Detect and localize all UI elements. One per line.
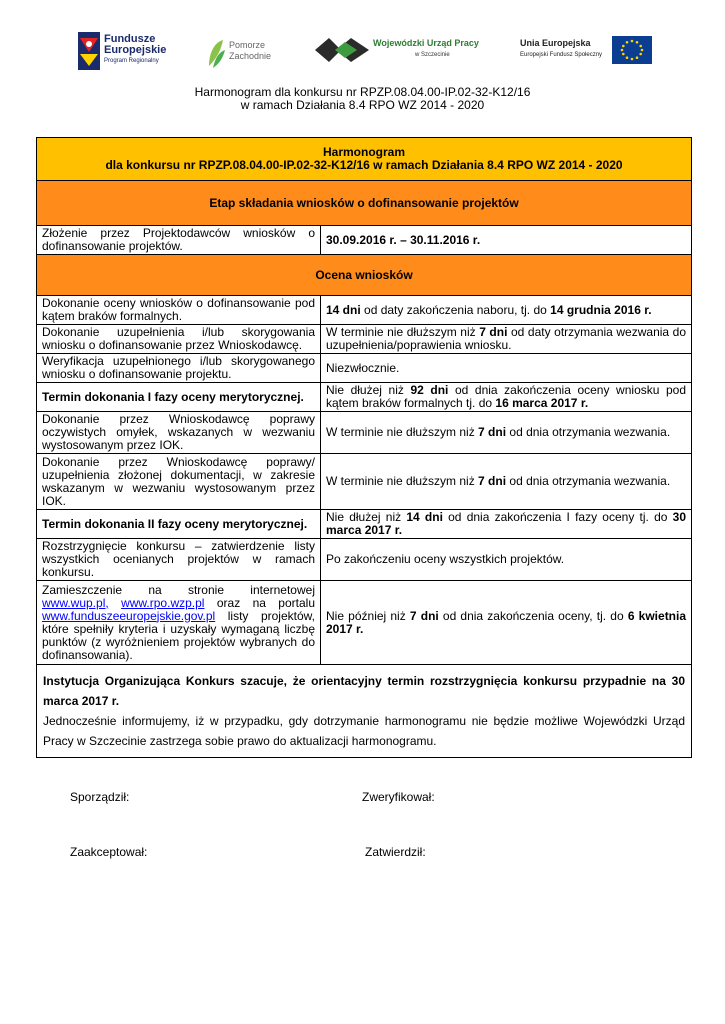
row-deadline — [321, 325, 692, 354]
header-line-1: Harmonogram dla konkursu nr RPZP.08.04.00-IP.02-32-K12/16 — [194, 85, 531, 99]
deadline-text: W terminie nie dłuższym niż — [326, 325, 480, 339]
row-deadline: Niezwłocznie. — [321, 354, 692, 383]
deadline-text: od dnia otrzymania wezwania. — [506, 474, 671, 488]
wup-subtitle: w Szczecinie — [415, 52, 450, 58]
signature-prepared: Sporządził: — [70, 790, 130, 804]
deadline-date: 30 marca 2017 r. — [326, 510, 687, 537]
document-header — [0, 86, 725, 112]
row-deadline — [321, 454, 692, 510]
task-text: Zamieszczenie na stronie internetowej — [42, 582, 315, 597]
row-deadline: 30.09.2016 r. – 30.11.2016 r. — [321, 226, 692, 255]
task-text: listy projektów, które spełniły kryteria i uzyskały wymaganą liczbę punktów (z wyróżnieniem projektów wybranych do dofinansowania). — [42, 608, 315, 662]
row-deadline — [321, 412, 692, 454]
row-deadline — [321, 581, 692, 665]
table-row — [37, 454, 692, 510]
row-task: Dokonanie przez Wnioskodawcę poprawy/ uzupełnienia złożonej dokumentacji, w zakresie wskazanym w wezwaniu wystosowanym przez IOK. — [37, 454, 321, 510]
row-task: Złożenie przez Projektodawców wniosków o dofinansowanie projektów. — [37, 226, 321, 255]
footer-estimate: Instytucja Organizująca Konkurs szacuje, że orientacyjny termin rozstrzygnięcia konkursu przypadnie na 30 marca 2017 r. — [43, 674, 686, 708]
deadline-bold: 7 dni — [409, 608, 439, 623]
deadline-text: od dnia otrzymania wezwania. — [506, 425, 671, 439]
deadline-bold: 7 dni — [478, 474, 507, 488]
row-deadline — [321, 296, 692, 325]
deadline-bold: 7 dni — [479, 325, 508, 339]
deadline-text: od dnia zakończenia oceny, tj. do — [438, 608, 628, 623]
fundusze-link[interactable]: www.funduszeeuropejskie.gov.pl — [42, 608, 216, 623]
wup-logo — [315, 34, 485, 74]
fundusze-europejskie-logo — [78, 32, 198, 72]
section-title-submission: Etap składania wniosków o dofinansowanie projektów — [37, 181, 692, 226]
table-title-row — [37, 138, 692, 181]
section-title-evaluation: Ocena wniosków — [37, 255, 692, 296]
table-row — [37, 226, 692, 255]
table-row — [37, 581, 692, 665]
row-task: Dokonanie przez Wnioskodawcę poprawy oczywistych omyłek, wskazanych w wezwaniu wystosowanym przez IOK. — [37, 412, 321, 454]
deadline-bold: 7 dni — [478, 425, 507, 439]
section-header-submission — [37, 181, 692, 226]
deadline-text: Nie dłużej niż — [326, 510, 407, 524]
task-text: oraz na portalu — [204, 595, 315, 610]
deadline-date: 6 kwietnia 2017 r. — [326, 608, 687, 636]
row-task: Termin dokonania II fazy oceny merytorycznej. — [37, 510, 321, 539]
signature-accepted: Zaakceptował: — [70, 845, 148, 859]
deadline-date: 14 grudnia 2016 r. — [550, 302, 652, 317]
deadline-text: od daty zakończenia naboru, tj. do — [360, 302, 551, 317]
eu-flag-icon — [612, 36, 652, 64]
table-row — [37, 325, 692, 354]
table-row — [37, 510, 692, 539]
table-title-1: Harmonogram — [323, 145, 406, 159]
section-header-evaluation — [37, 255, 692, 296]
fe-subtitle: Program Regionalny — [104, 58, 159, 64]
row-task: Weryfikacja uzupełnionego i/lub skorygowanego wniosku o dofinansowanie projektu. — [37, 354, 321, 383]
row-task: Dokonanie oceny wniosków o dofinansowanie pod kątem braków formalnych. — [37, 296, 321, 325]
deadline-bold: 14 dni — [406, 510, 443, 524]
row-task: Rozstrzygnięcie konkursu – zatwierdzenie listy wszystkich ocenianych projektów w ramach konkursu. — [37, 539, 321, 581]
wup-link[interactable]: www.wup.pl, — [42, 595, 109, 610]
row-task: Dokonanie uzupełnienia i/lub skorygowania wniosku o dofinansowanie przez Wnioskodawcę. — [37, 325, 321, 354]
table-row — [37, 412, 692, 454]
schedule-table — [36, 137, 692, 758]
row-deadline: Po zakończeniu oceny wszystkich projektów. — [321, 539, 692, 581]
row-deadline — [321, 383, 692, 412]
table-row — [37, 539, 692, 581]
deadline-bold: 92 dni — [410, 383, 449, 397]
row-task: Termin dokonania I fazy oceny merytorycznej. — [37, 383, 321, 412]
eu-title: Unia Europejska — [520, 38, 591, 48]
deadline-text: od daty otrzymania wezwania do uzupełnienia/poprawienia wniosku. — [326, 325, 686, 352]
wup-title: Wojewódzki Urząd Pracy — [373, 38, 479, 48]
row-task — [37, 581, 321, 665]
deadline-text: od dnia zakończenia I fazy oceny tj. do — [442, 510, 673, 524]
rpo-link[interactable]: www.rpo.wzp.pl — [121, 595, 205, 610]
table-row — [37, 383, 692, 412]
pomorze-text-1: Pomorze — [229, 40, 266, 50]
deadline-text: od dnia zakończenia oceny wniosku pod kątem braków formalnych tj. do — [326, 383, 687, 410]
deadline-text: Nie później niż — [326, 608, 410, 623]
pomorze-text-2: Zachodnie — [229, 51, 272, 61]
header-line-2: w ramach Działania 8.4 RPO WZ 2014 - 2020 — [240, 98, 485, 112]
deadline-date: 16 marca 2017 r. — [495, 396, 589, 410]
wup-arrow-icon — [315, 36, 369, 64]
table-row — [37, 354, 692, 383]
table-title-2: dla konkursu nr RPZP.08.04.00-IP.02-32-K12/16 w ramach Działania 8.4 RPO WZ 2014 - 2020 — [105, 158, 623, 172]
signature-approved: Zatwierdził: — [365, 845, 426, 859]
deadline-bold: 14 dni — [326, 302, 361, 317]
deadline-text: W terminie nie dłuższym niż — [326, 425, 479, 439]
pomorze-leaf-icon — [205, 36, 227, 70]
eu-logo — [520, 34, 655, 74]
eu-subtitle: Europejski Fundusz Społeczny — [520, 52, 603, 58]
footer-info: Jednocześnie informujemy, iż w przypadku, gdy dotrzymanie harmonogramu nie będzie możliwe Wojewódzki Urząd Pracy w Szczecinie zastrzega sobie prawo do aktualizacji harmonogramu. — [43, 714, 686, 748]
deadline-text: W terminie nie dłuższym niż — [326, 474, 479, 488]
fe-title-2: Europejskie — [104, 44, 167, 56]
fe-flag-icon — [78, 32, 100, 70]
deadline-text: Nie dłużej niż — [326, 383, 411, 397]
footer-note-row — [37, 665, 692, 758]
logo-bar — [0, 28, 725, 78]
row-deadline — [321, 510, 692, 539]
pomorze-zachodnie-logo — [205, 34, 285, 74]
table-row — [37, 296, 692, 325]
fe-title-1: Fundusze — [104, 33, 156, 45]
signature-verified: Zweryfikował: — [362, 790, 435, 804]
